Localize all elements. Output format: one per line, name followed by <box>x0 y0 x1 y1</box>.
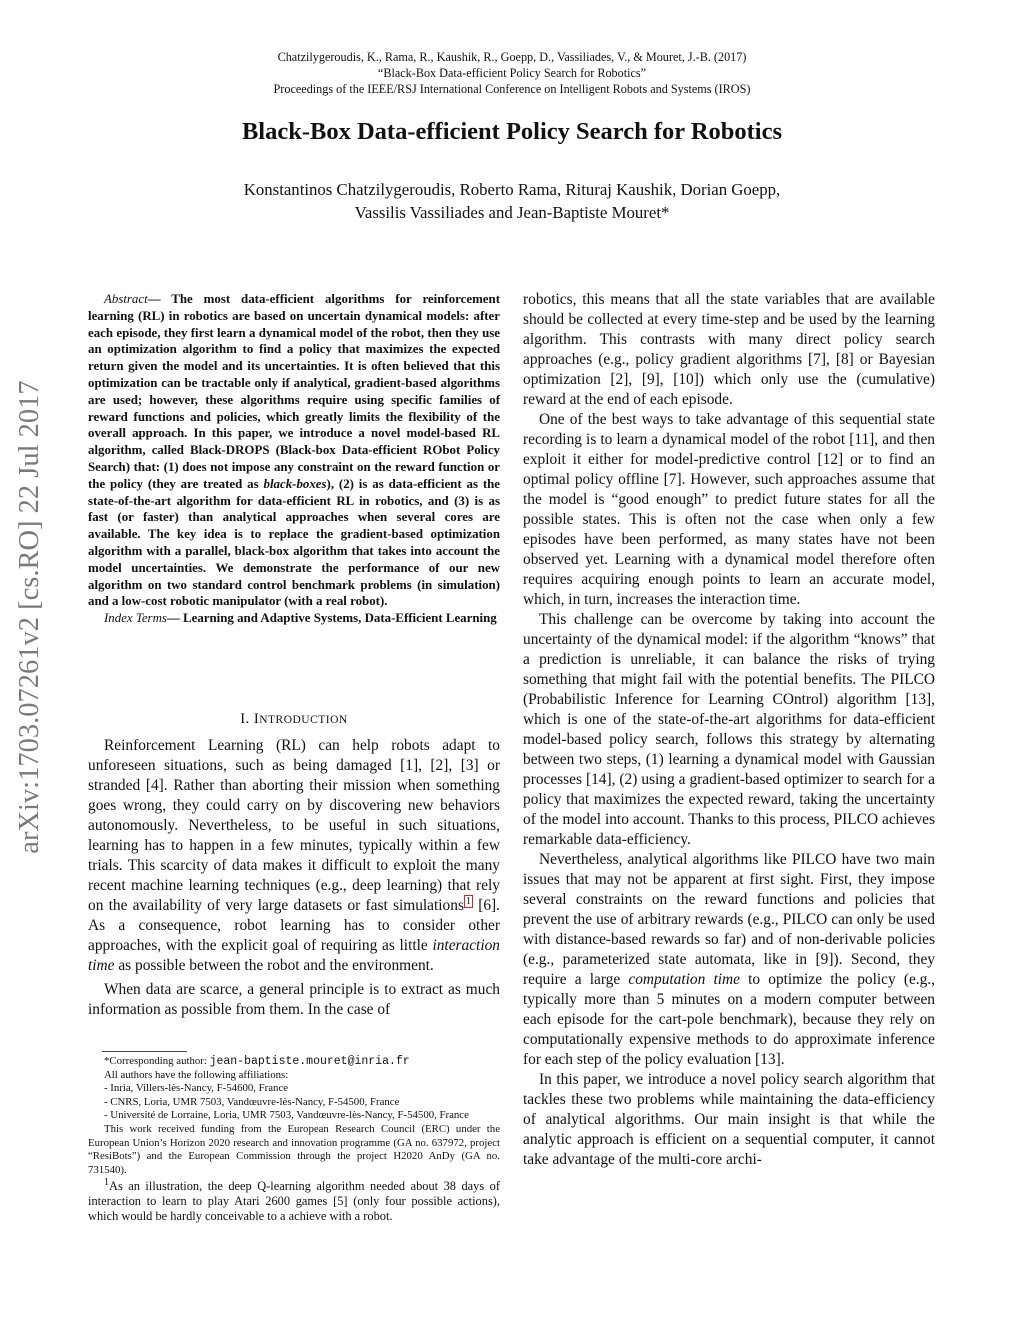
footnote-rule <box>102 1051 187 1052</box>
authors-line-1: Konstantinos Chatzilygeroudis, Roberto Rama, Rituraj Kaushik, Dorian Goepp, <box>243 180 781 199</box>
intro-p1-text-3: as possible between the robot and the environment. <box>114 957 434 974</box>
left-column-body <box>88 736 500 1020</box>
author-list <box>112 178 912 224</box>
author-email: jean-baptiste.mouret@inria.fr <box>209 1055 410 1068</box>
citation-line-3: Proceedings of the IEEE/RSJ International Conference on Intelligent Robots and Systems (IROS) <box>273 82 751 96</box>
abstract-text-2: ), (2) is as data-efficient as the state-of-the-art algorithm for data-efficient RL in robotics, and (3) is as fast (or faster) than analytical approaches when several cores are available. The key idea is to replace the gradient-based optimization algorithm with a parallel, black-box algorithm that takes into account the model uncertainties. We demonstrate the performance of our new algorithm on two standard control benchmark problems (in simulation) and a low-cost robotic manipulator (with a real robot). <box>88 476 501 609</box>
abstract-emphasis: black-boxes <box>263 476 327 491</box>
footnotes <box>88 1055 500 1224</box>
right-paragraph-3: This challenge can be overcome by taking into account the uncertainty of the dynamical model: if the algorithm “knows” that a prediction is unreliable, it can balance the risks of trying something that might fail with the potential benefits. The PILCO (Probabilistic Inference for Learning COntrol) algorithm [13], which is one of the state-of-the-art algorithms for data-efficient model-based policy search, follows this strategy by alternating between two steps, (1) learning a dynamical model with Gaussian processes [14], (2) using a gradient-based optimizer to search for a policy that maximizes the expected reward, taking the uncertainty of the model into account. Thanks to this process, PILCO achieves remarkable data-efficiency. <box>523 611 935 848</box>
abstract-text: — The most data-efficient algorithms for reinforcement learning (RL) in robotics are based on uncertain dynamical models: after each episode, they first learn a dynamical model of the robot, then they use an optimization algorithm to find a policy that maximizes the expected return given the model and its uncertainties. It is often believed that this optimization can be tractable only if analytical, gradient-based algorithms are used; however, these algorithms require using specific families of reward functions and policies, which greatly limits the flexibility of the overall approach. In this paper, we introduce a novel model-based RL algorithm, called Black-DROPS (Black-box Data-efficient RObot Policy Search) that: (1) does not impose any constraint on the reward function or the policy (they are treated as <box>88 292 500 491</box>
right-paragraph-4 <box>523 850 935 1070</box>
right-paragraph-1: robotics, this means that all the state variables that are available should be collected at every time-step and be used by the learning algorithm. This contrasts with many direct policy search approaches (e.g., policy gradient algorithms [7], [8] or Bayesian optimization [2], [9], [10]) which only use the (cumulative) reward at the end of each episode. <box>523 291 935 408</box>
affiliation-3: - Université de Lorraine, Loria, UMR 7503, Vandœuvre-lès-Nancy, F-54500, France <box>104 1109 469 1122</box>
abstract-label: Abstract <box>104 292 148 306</box>
corresponding-author <box>88 1055 500 1069</box>
section-title-rest: NTRODUCTION <box>259 714 348 726</box>
intro-p1-emphasis: interaction time <box>88 937 500 974</box>
section-title-initial: I <box>253 711 260 727</box>
affiliations-intro: All authors have the following affiliations: <box>104 1068 289 1081</box>
index-terms-label: Index Terms <box>104 611 167 626</box>
intro-p1-text-2: [6]. As a consequence, robot learning has to consider other approaches, with the explicit goal of requiring as little <box>88 897 500 954</box>
authors-line-2: Vassilis Vassiliades and Jean-Baptiste Mouret* <box>354 203 670 222</box>
footnote-1-text: As an illustration, the deep Q-learning algorithm needed about 38 days of interaction to learn to play Atari 2600 games [5] (only four possible actions), which would be hardly conceivable to a achieve with a robot. <box>88 1179 500 1224</box>
right-p4-text: Nevertheless, analytical algorithms like PILCO have two main issues that may not be apparent at first sight. First, they impose several constraints on the reward functions and policies that prevent the use of arbitrary rewards (e.g., PILCO can only be used with distance-based rewards so far) and of non-derivable policies (e.g., parameterized state automata, like in [9]). Second, they require a large <box>523 851 935 988</box>
right-column-body <box>523 290 935 1170</box>
right-paragraph-2: One of the best ways to take advantage of this sequential state recording is to learn a dynamical model of the robot [11], and then exploit it either for model-predictive control [12] or to find an optimal policy offline [7]. However, such approaches assume that the model is “good enough” to predict future states for all the possible states. This is often not the case when only a few episodes have been performed, as many states have not been observed yet. Learning with a dynamical model therefore often requires acquiring enough points to learn an accurate model, which, in turn, increases the interaction time. <box>523 411 935 608</box>
intro-paragraph-2: When data are scarce, a general principle is to extract as much information as possible from them. In the case of <box>88 981 500 1018</box>
index-terms-text: — Learning and Adaptive Systems, Data-Efficient Learning <box>166 611 497 626</box>
citation-line-1: Chatzilygeroudis, K., Rama, R., Kaushik, R., Goepp, D., Vassiliades, V., & Mouret, J.-B. (2017) <box>277 50 747 64</box>
corr-label: *Corresponding author: <box>104 1055 210 1067</box>
footnote-link[interactable]: 1 <box>465 895 471 907</box>
affiliation-2: - CNRS, Loria, UMR 7503, Vandœuvre-lès-Nancy, F-54500, France <box>104 1095 400 1108</box>
affiliation-1: - Inria, Villers-lès-Nancy, F-54600, France <box>104 1082 289 1095</box>
intro-p1-text: Reinforcement Learning (RL) can help robots adapt to unforeseen situations, such as being damaged [1], [2], [3] or stranded [4]. Rather than aborting their mission when something goes wrong, they could carry on by discovering new behaviors autonomously. Nevertheless, to be useful in such situations, learning has to happen in a few minutes, typically within a few trials. This scarcity of data makes it difficult to exploit the many recent machine learning techniques (e.g., deep learning) that rely on the availability of very large datasets or fast simulations <box>88 737 500 914</box>
right-p4-text-2: to optimize the policy (e.g., typically more than 5 minutes on a modern computer between each episode for the cart-pole benchmark), because they rely on computationally expensive methods to do approximate inference for each step of the policy evaluation [13]. <box>523 971 936 1068</box>
footnote-1 <box>88 1179 500 1224</box>
right-paragraph-5: In this paper, we introduce a novel policy search algorithm that tackles these two problems while maintaining the data-efficiency of analytical algorithms. Our main insight is that while the analytic approach is efficient on a sequential computer, it cannot take advantage of the multi-core archi- <box>523 1071 935 1168</box>
abstract <box>88 291 500 627</box>
citation-line-2: “Black-Box Data-efficient Policy Search for Robotics” <box>377 66 647 80</box>
intro-paragraph-1 <box>88 736 500 976</box>
footnote-1-mark: 1 <box>104 1177 109 1189</box>
arxiv-identifier: arXiv:1703.07261v2 [cs.RO] 22 Jul 2017 <box>14 380 45 854</box>
right-p4-emphasis: computation time <box>628 971 740 988</box>
paper-title: Black-Box Data-efficient Policy Search for Robotics <box>241 118 783 145</box>
section-number: I. <box>240 711 254 727</box>
section-heading <box>88 711 500 728</box>
funding-note: This work received funding from the European Research Council (ERC) under the European Union’s Horizon 2020 research and innovation programme (GA no. 637972, project “ResiBots”) and the European Commission through the project H2020 AnDy (GA no. 731540). <box>88 1122 500 1176</box>
